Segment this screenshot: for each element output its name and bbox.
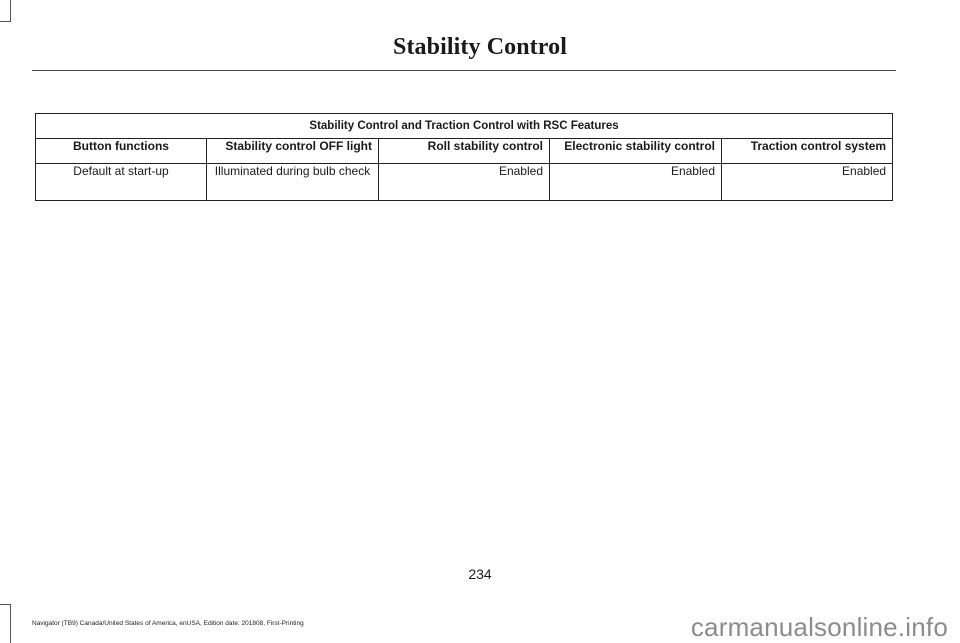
- crop-mark: [10, 0, 11, 22]
- watermark: carmanualsonline.info: [690, 612, 948, 642]
- page-title: Stability Control: [393, 34, 567, 60]
- footer-text: Navigator (TB9) Canada/United States of America, enUSA, Edition date: 201808, First-Printing: [32, 620, 304, 627]
- title-divider: [32, 70, 896, 71]
- column-header: Electronic stability control: [550, 139, 722, 164]
- table-caption: Stability Control and Traction Control with RSC Features: [36, 114, 893, 139]
- crop-mark: [0, 21, 11, 22]
- table-cell: Illuminated during bulb check: [207, 164, 379, 201]
- table-cell: Default at start-up: [36, 164, 207, 201]
- crop-mark: [10, 604, 11, 643]
- table-cell: Enabled: [379, 164, 550, 201]
- column-header: Traction control system: [722, 139, 893, 164]
- crop-mark: [0, 604, 11, 605]
- page-number: 234: [468, 566, 492, 582]
- column-header: Stability control OFF light: [207, 139, 379, 164]
- table-row: [36, 164, 893, 201]
- column-header: Roll stability control: [379, 139, 550, 164]
- table-header-row: [36, 139, 893, 164]
- column-header: Button functions: [36, 139, 207, 164]
- table-cell: Enabled: [550, 164, 722, 201]
- table-cell: Enabled: [722, 164, 893, 201]
- features-table: [35, 113, 893, 201]
